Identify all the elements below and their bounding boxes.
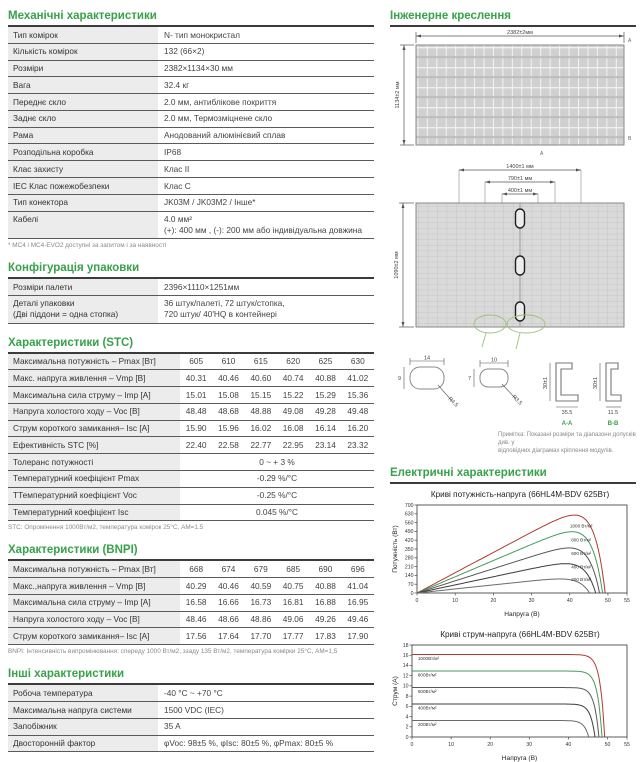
drawing-note <box>498 431 636 455</box>
spec-value: 2.0 мм, Термозміцнене скло <box>164 113 273 124</box>
value-cell: 15.90 <box>185 423 207 434</box>
value-cell: 48.88 <box>250 406 272 417</box>
curve-label: 1000 Вт/м² <box>569 523 593 529</box>
value-cell: 40.29 <box>185 580 207 591</box>
spec-label: Розміри <box>8 61 158 77</box>
value-cell: 48.66 <box>218 614 239 625</box>
value-cell: 16.66 <box>218 597 239 608</box>
value-cell: 41.04 <box>347 580 369 591</box>
frame-section-aa <box>556 363 578 401</box>
spec-value: JK03M / JK03M2 / Інше* <box>164 197 256 208</box>
value-cell: 679 <box>253 563 268 574</box>
section-title-bnpi: Характеристики (BNPI) <box>8 540 374 561</box>
value-cell: 40.46 <box>218 372 239 383</box>
spec-label: Макс.,напруга живлення – Vmp [В] <box>8 578 180 594</box>
curve-1000Вт/м² <box>412 655 605 738</box>
curve-label: 400Вт/м² <box>417 705 437 711</box>
value-cell: 22.95 <box>282 439 304 450</box>
spec-row <box>8 44 374 61</box>
section-title-mechanical: Механічні характеристики <box>8 6 374 27</box>
curve-label: 200 Вт/м² <box>571 577 592 583</box>
front-height-dim: 1134±2 мм <box>395 81 401 109</box>
y-tick-label: 2 <box>405 724 409 731</box>
spec-label: Тип комірок <box>8 27 158 43</box>
value-cell: 22.77 <box>250 439 272 450</box>
section-label-aa: A-A <box>561 421 573 427</box>
value-cell: 23.32 <box>347 439 369 450</box>
spec-label: Кабелі <box>8 212 158 239</box>
mounting-slot-small <box>480 369 508 387</box>
x-tick-label: 55 <box>624 742 630 749</box>
spec-row <box>8 505 374 522</box>
section-title-stc: Характеристики (STC) <box>8 333 374 354</box>
spec-value: 2.0 мм, антиблікове покриття <box>164 96 277 107</box>
mechanical-table <box>8 27 374 239</box>
value-cell: 16.20 <box>347 423 369 434</box>
packaging-table <box>8 279 374 323</box>
spec-row <box>8 370 374 387</box>
slot2-height: 7 <box>467 376 471 382</box>
spec-label: Струм короткого замикання– Isc [А] <box>8 421 180 437</box>
y-tick-label: 70 <box>407 582 414 589</box>
x-tick-label: 30 <box>528 598 535 605</box>
section-stc <box>8 333 374 532</box>
spec-value: 1500 VDC (IEC) <box>164 704 224 715</box>
value-cell: 17.77 <box>282 630 304 641</box>
curve-200 Вт/м² <box>417 579 590 593</box>
spec-row <box>8 279 374 296</box>
right-column <box>390 6 636 762</box>
spec-row <box>8 421 374 438</box>
spec-row <box>8 296 374 324</box>
spec-label: Макс. напруга живлення – Vmp [В] <box>8 370 180 386</box>
value-cell: 40.31 <box>185 372 207 383</box>
value-cell: 15.15 <box>250 389 272 400</box>
y-tick-label: 0 <box>410 591 414 598</box>
value-cell: 625 <box>318 356 333 366</box>
value-cell: 48.46 <box>185 614 207 625</box>
pv-curves-chart <box>390 500 636 618</box>
back-view-drawing <box>390 161 636 355</box>
spec-row <box>8 61 374 78</box>
value-cell: 16.81 <box>282 597 304 608</box>
x-tick-label: 0 <box>410 742 414 749</box>
y-axis-label: Струм (А) <box>392 676 399 707</box>
detail-drawings <box>390 355 636 429</box>
spec-value: 2396×1110×1251мм <box>164 281 240 292</box>
spec-row <box>8 702 374 719</box>
y-tick-label: 350 <box>404 547 414 554</box>
x-tick-label: 10 <box>452 598 459 605</box>
stc-footnote: STC: Опромінення 1000Вт/м2, температура комірок 25°C, АМ=1.5 <box>8 524 204 532</box>
spec-value: Анодований алюмінієвий сплав <box>164 130 286 141</box>
value-cell: 668 <box>189 563 204 574</box>
drawing-note-line1: Примітка: Показані розміри та діапазони допусків див. у <box>498 432 636 447</box>
slot2-radius: R3.5 <box>510 394 524 407</box>
spec-value: Клас II <box>164 163 190 174</box>
spec-label: Клас захисту <box>8 161 158 177</box>
y-tick-label: 4 <box>405 714 409 721</box>
spec-row <box>8 161 374 178</box>
value-cell: 22.40 <box>185 439 207 450</box>
secA-width: 35.5 <box>561 410 573 416</box>
section-title-electrical: Електричні характеристики <box>390 463 636 484</box>
spec-label: Максимальна сила струму – Imp [А] <box>8 387 180 403</box>
spec-row <box>8 454 374 471</box>
back-dim-790: 790±1 мм <box>507 176 533 182</box>
value-cell: 17.56 <box>185 630 207 641</box>
section-title-drawing: Інженерне креслення <box>390 6 636 27</box>
x-tick-label: 40 <box>566 598 573 605</box>
spec-row <box>8 77 374 94</box>
spec-label: Температурний коефіцієнт Isc <box>8 505 180 521</box>
curve-label: 800Вт/м² <box>417 672 437 678</box>
value-cell: 615 <box>253 356 268 366</box>
section-packaging <box>8 258 374 323</box>
value-cell: 605 <box>189 356 204 366</box>
spec-row <box>8 212 374 240</box>
value-cell: 48.86 <box>250 614 272 625</box>
section-marker-a: A <box>628 38 632 44</box>
slot1-radius: R4.5 <box>446 396 460 409</box>
spec-row <box>8 719 374 736</box>
spec-value: 32.4 кг <box>164 79 190 90</box>
spec-label: Заднє скло <box>8 111 158 127</box>
value-cell: 49.46 <box>347 614 369 625</box>
spec-value: 2382×1134×30 мм <box>164 63 233 74</box>
spec-row <box>8 471 374 488</box>
curve-label: 600Вт/м² <box>417 689 437 695</box>
spec-label: Ефективність STC [%] <box>8 437 180 453</box>
stc-extra-table <box>8 454 374 521</box>
spec-label: Максимальна потужність – Pmax [Вт] <box>8 354 180 370</box>
curve-label: 800 Вт/м² <box>571 537 592 543</box>
y-tick-label: 18 <box>402 643 409 650</box>
value-cell: 48.68 <box>218 406 239 417</box>
iv-chart-title: Криві струм-напруга (66HL4M-BDV 625Вт) <box>440 630 600 640</box>
mechanical-footnote: * MC4 і MC4-EVO2 доступні за запитом і за наявності <box>8 242 167 250</box>
y-tick-label: 420 <box>404 538 414 545</box>
spec-label: Переднє скло <box>8 94 158 110</box>
y-tick-label: 16 <box>402 653 409 660</box>
y-tick-label: 700 <box>404 503 414 510</box>
value-cell: 40.59 <box>250 580 272 591</box>
value-cell: 22.58 <box>218 439 239 450</box>
value-cell: 48.48 <box>185 406 207 417</box>
value-cell: 15.22 <box>282 389 304 400</box>
spec-label: Запобіжник <box>8 719 158 735</box>
spec-row <box>8 94 374 111</box>
frame-section-bb <box>606 363 621 401</box>
x-tick-label: 40 <box>565 742 572 749</box>
value-cell: 17.70 <box>250 630 272 641</box>
spec-row <box>8 736 374 753</box>
spec-value: φVoc: 98±5 %, φIsc: 80±5 %, φPmax: 80±5 % <box>164 738 334 749</box>
x-tick-label: 20 <box>490 598 497 605</box>
y-tick-label: 630 <box>404 511 414 518</box>
spec-row <box>8 387 374 404</box>
other-table <box>8 685 374 752</box>
spec-label: Максимальна потужність – Pmax [Вт] <box>8 561 180 577</box>
section-other <box>8 664 374 752</box>
value-cell: 15.96 <box>218 423 239 434</box>
secB-height: 30±1 <box>593 376 599 390</box>
y-tick-label: 560 <box>404 520 414 527</box>
drawing-note-line2: відповідних діаграмах кріплення модулів. <box>498 448 614 455</box>
spec-value: -40 °C ~ +70 °C <box>164 687 223 698</box>
chart-element <box>412 645 627 737</box>
back-dim-1400: 1400±1 мм <box>506 164 534 170</box>
spec-row <box>8 178 374 195</box>
y-tick-label: 210 <box>404 564 414 571</box>
y-tick-label: 6 <box>405 704 409 711</box>
y-axis-label: Потужність (Вт) <box>392 525 399 573</box>
y-tick-label: 280 <box>404 555 414 562</box>
spec-row <box>8 128 374 145</box>
value-cell: 696 <box>350 563 365 574</box>
value-cell: 690 <box>318 563 333 574</box>
bnpi-table <box>8 561 374 645</box>
spec-row <box>8 27 374 44</box>
x-tick-label: 0 <box>415 598 419 605</box>
spec-row <box>8 195 374 212</box>
spec-label: Тип конектора <box>8 195 158 211</box>
spec-row <box>8 354 374 371</box>
y-tick-label: 14 <box>402 663 409 670</box>
slot1-height: 9 <box>397 376 401 382</box>
value-cell: 15.08 <box>218 389 239 400</box>
y-tick-label: 12 <box>402 673 409 680</box>
section-marker-b: B <box>628 136 632 142</box>
spec-row <box>8 144 374 161</box>
spec-row <box>8 612 374 629</box>
curve-label: 400 Вт/м² <box>571 564 592 570</box>
section-bnpi <box>8 540 374 655</box>
spec-value: 4.0 мм² (+): 400 мм , (-): 200 мм або індивідуальна довжина <box>164 214 362 235</box>
spec-label: IEC Клас пожежобезпеки <box>8 178 158 194</box>
spec-row <box>8 437 374 454</box>
curve-label: 600 Вт/м² <box>571 551 592 557</box>
spec-value: 36 штук/палеті, 72 штук/стопка, 720 штук/ 40'HQ в контейнері <box>164 298 285 320</box>
x-tick-label: 50 <box>605 598 611 605</box>
panel-front-face <box>416 45 624 145</box>
spec-label: Толеранс потужності <box>8 454 180 470</box>
curve-label: 200Вт/м² <box>417 722 437 728</box>
value-cell: 40.74 <box>282 372 304 383</box>
value-cell: 16.95 <box>347 597 369 608</box>
bnpi-footnote: BNPI: Інтенсивність випромінювання: спереду 1000 Вт/м2, ззаду 135 Вт/м2, температура комірки 25°C, АМ=1,5 <box>8 648 338 656</box>
back-dim-400: 400±1 мм <box>507 188 533 194</box>
spec-label: Напруга холостого ходу – Voc [В] <box>8 404 180 420</box>
spec-value: 132 (66×2) <box>164 46 205 57</box>
iv-curves-chart <box>390 640 636 762</box>
x-tick-label: 10 <box>448 742 454 749</box>
spec-label: Напруга холостого ходу – Voc [В] <box>8 612 180 628</box>
value-cell: 17.64 <box>218 630 239 641</box>
y-tick-label: 8 <box>405 694 409 701</box>
x-tick-label: 20 <box>487 742 494 749</box>
spec-label: Температурний коефіцієнт Pmax <box>8 471 180 487</box>
value-cell: 49.26 <box>315 614 336 625</box>
spec-label: ТТемпературний коефіцієнт Voc <box>8 488 180 504</box>
secB-width: 11.5 <box>607 410 619 416</box>
x-tick-label: 30 <box>526 742 533 749</box>
value-cell: 15.29 <box>315 389 336 400</box>
value-cell: 16.08 <box>282 423 304 434</box>
x-axis-label: Напруга (В) <box>501 755 538 762</box>
spec-label: Деталі упаковки (Дві піддони = одна стопка) <box>8 296 158 323</box>
value-cell: 40.88 <box>315 372 336 383</box>
spec-value: 0.045 %/°C <box>255 507 299 518</box>
front-width-dim: 2382±2мм <box>507 30 533 36</box>
curve-label: 1000Вт/м² <box>417 656 440 662</box>
spec-value: 35 A <box>164 721 181 732</box>
value-cell: 630 <box>350 356 365 366</box>
value-cell: 49.28 <box>315 406 336 417</box>
spec-value: 0 ~ + 3 % <box>259 456 295 467</box>
front-view-drawing <box>390 27 636 161</box>
junction-boxes <box>516 209 525 321</box>
value-cell: 610 <box>221 356 236 366</box>
spec-row <box>8 595 374 612</box>
value-cell: 40.75 <box>282 580 304 591</box>
value-cell: 41.02 <box>347 372 369 383</box>
spec-row <box>8 404 374 421</box>
value-cell: 16.88 <box>315 597 336 608</box>
curve-600Вт/м² <box>412 688 599 738</box>
spec-row <box>8 111 374 128</box>
value-cell: 16.73 <box>250 597 272 608</box>
value-cell: 40.46 <box>218 580 239 591</box>
value-cell: 685 <box>286 563 301 574</box>
value-cell: 16.58 <box>185 597 207 608</box>
spec-label: Двосторонній фактор <box>8 736 158 752</box>
spec-label: Вага <box>8 77 158 93</box>
spec-label: Максимальна напруга системи <box>8 702 158 718</box>
value-cell: 40.88 <box>315 580 336 591</box>
spec-label: Рама <box>8 128 158 144</box>
spec-value: -0.29 %/°C <box>256 473 298 484</box>
section-label-bb: B-B <box>607 421 619 427</box>
slot2-width: 10 <box>490 357 498 364</box>
value-cell: 49.48 <box>347 406 369 417</box>
spec-row <box>8 488 374 505</box>
spec-row <box>8 578 374 595</box>
section-mechanical <box>8 6 374 249</box>
y-tick-label: 0 <box>405 735 409 742</box>
spec-value: N- тип монокристал <box>164 29 240 40</box>
spec-row <box>8 628 374 645</box>
spec-label: Розподільна коробка <box>8 144 158 160</box>
value-cell: 620 <box>286 356 301 366</box>
x-tick-label: 55 <box>624 598 630 605</box>
value-cell: 17.90 <box>347 630 369 641</box>
value-cell: 16.14 <box>315 423 336 434</box>
value-cell: 15.01 <box>185 389 207 400</box>
section-title-packaging: Конфігурація упаковки <box>8 258 374 279</box>
value-cell: 23.14 <box>315 439 336 450</box>
value-cell: 49.06 <box>282 614 304 625</box>
pv-chart-title: Криві потужність-напруга (66HL4M-BDV 625Вт) <box>430 490 610 500</box>
back-height-dim: 1090±2 мм <box>394 251 400 279</box>
spec-label: Кількість комірок <box>8 44 158 60</box>
spec-value: IP68 <box>164 146 182 157</box>
y-tick-label: 490 <box>404 529 414 536</box>
spec-row <box>8 561 374 578</box>
value-cell: 17.83 <box>315 630 336 641</box>
spec-label: Робоча температура <box>8 685 158 701</box>
value-cell: 16.02 <box>250 423 272 434</box>
section-marker-a2: A <box>540 151 544 157</box>
spec-label: Максимальна сила струму – Imp [А] <box>8 595 180 611</box>
section-title-other: Інші характеристики <box>8 664 374 685</box>
spec-label: Струм короткого замикання– Isc [А] <box>8 628 180 644</box>
value-cell: 674 <box>221 563 236 574</box>
spec-row <box>8 685 374 702</box>
curve-200Вт/м² <box>412 721 589 738</box>
x-tick-label: 50 <box>604 742 611 749</box>
value-cell: 49.08 <box>282 406 304 417</box>
value-cell: 40.60 <box>250 372 272 383</box>
slot1-width: 14 <box>423 355 431 362</box>
spec-label: Розміри палети <box>8 279 158 295</box>
stc-table <box>8 354 374 455</box>
y-tick-label: 140 <box>404 573 414 580</box>
left-column <box>8 6 374 762</box>
y-tick-label: 10 <box>402 683 409 690</box>
secA-height: 30±1 <box>543 376 549 390</box>
spec-value: -0.25 %/°C <box>256 490 298 501</box>
value-cell: 15.36 <box>347 389 369 400</box>
x-axis-label: Напруга (В) <box>504 611 540 619</box>
spec-value: Клас C <box>164 180 191 191</box>
